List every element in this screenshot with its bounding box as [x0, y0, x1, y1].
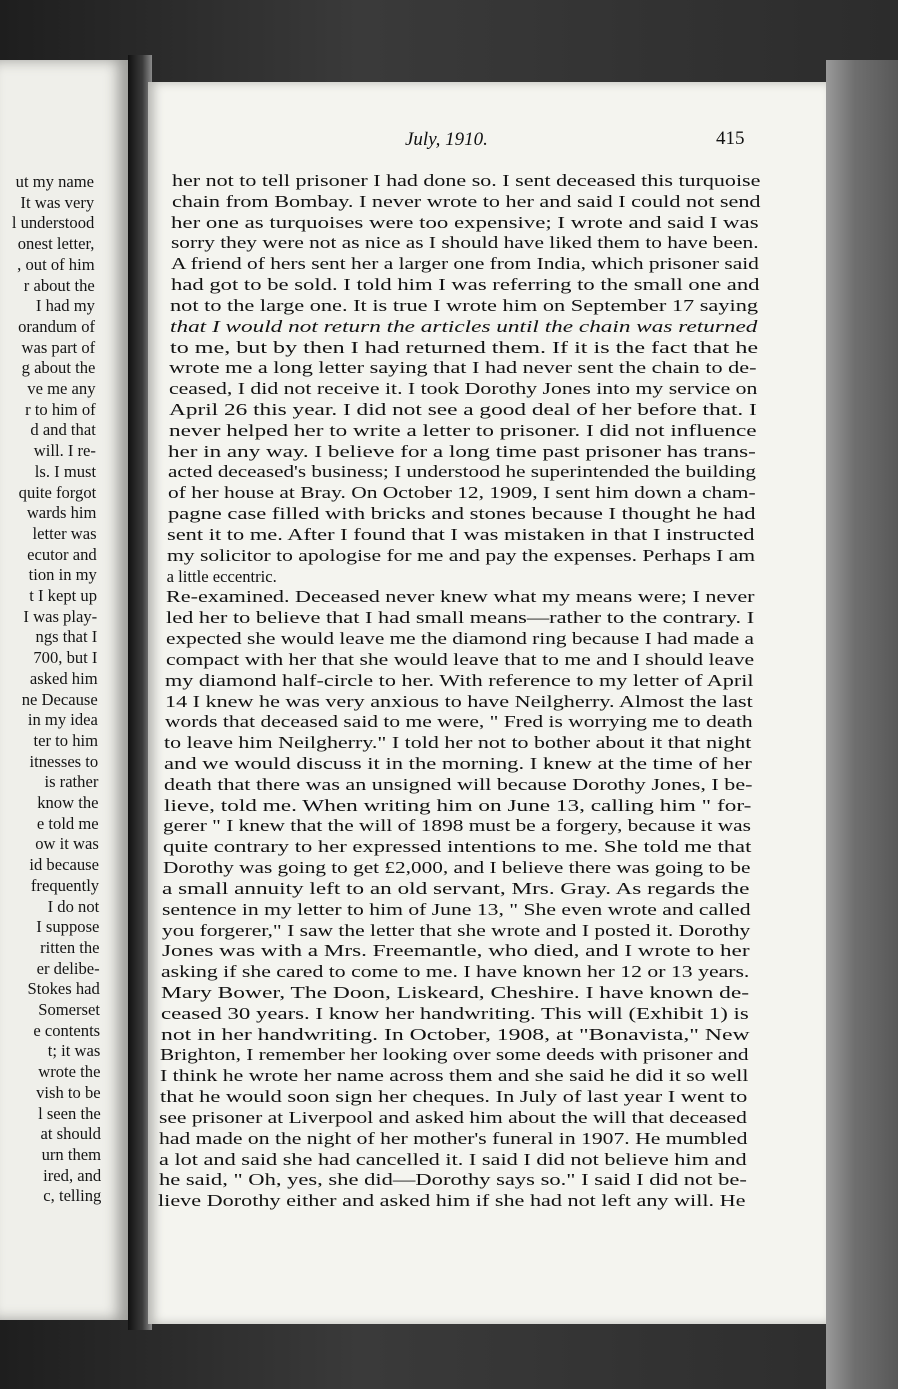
left-page-text-fragment: vish to be [36, 1082, 101, 1102]
left-page-text-fragment: ecutor and [27, 544, 97, 564]
body-text-line: wrote me a long letter saying that I had never sent the chain to de- [169, 358, 758, 378]
left-page-text-fragment: ngs that I [35, 627, 98, 647]
body-text-line: gerer " I knew that the will of 1898 must be a forgery, because it was [163, 816, 752, 836]
left-page-text-fragment: e contents [33, 1020, 101, 1040]
left-page-text-fragment: urn them [41, 1144, 102, 1164]
body-text-line: Dorothy was going to get £2,000, and I believe there was going to be [162, 858, 751, 878]
body-text-line: had got to be sold. I told him I was referring to the small one and [170, 275, 760, 295]
left-page-text-fragment: t; it was [47, 1041, 101, 1061]
body-text-line: chain from Bombay. I never wrote to her and said I could not send [171, 191, 761, 211]
body-text-line: ceased 30 years. I know her handwriting. This will (Exhibit 1) is [160, 1003, 749, 1023]
left-page-text-fragment: I was play- [23, 606, 98, 626]
left-page-text-fragment: g about the [21, 358, 96, 378]
body-text-line: ceased, I did not receive it. I took Dorothy Jones into my service on [169, 379, 758, 399]
body-text-line: compact with her that she would leave that to me and I should leave [165, 649, 754, 669]
left-page-text-fragment: I suppose [36, 917, 100, 937]
left-page-text-fragment: c, telling [43, 1186, 102, 1206]
left-page-text-fragment: itnesses to [29, 751, 99, 771]
left-page-text-fragment: tion in my [28, 565, 97, 585]
body-text-line: death that there was an unsigned will because Dorothy Jones, I be- [163, 774, 753, 794]
left-page-text-fragment: ve me any [27, 379, 96, 398]
body-text-line: sent it to me. After I found that I was mistaken in that I instructed [167, 524, 755, 544]
body-text-line: you forgerer," I saw the letter that she wrote and I posted it. Dorothy [161, 920, 751, 940]
body-text-line: Mary Bower, The Doon, Liskeard, Cheshire. I have known de- [161, 982, 750, 1002]
body-text-line: asking if she cared to come to me. I have known her 12 or 13 years. [161, 962, 750, 982]
left-page-text-fragment: e told me [36, 813, 99, 833]
body-text-line: that I would not return the articles until the chain was returned [170, 316, 758, 336]
body-text-line: never helped her to write a letter to prisoner. I did not influence [168, 420, 757, 440]
left-page-text-fragment: Somerset [38, 1000, 100, 1019]
left-page-text-fragment: It was very [20, 192, 95, 212]
body-text-line: had made on the night of her mother's funeral in 1907. He mumbled [159, 1128, 748, 1148]
left-page-text-fragment: , out of him [17, 254, 95, 274]
left-page-text-fragment: I had my [35, 296, 95, 316]
body-text-line: and we would discuss it in the morning. I knew at the time of her [164, 753, 752, 773]
left-page-text-fragment: I do not [47, 896, 100, 916]
body-text-line: that he would soon sign her cheques. In July of last year I went to [159, 1087, 747, 1107]
body-text-line: lieve, told me. When writing him on June 13, calling him " for- [163, 795, 751, 815]
left-page-text-fragment: letter was [32, 523, 97, 543]
body-text-line: a small annuity left to an old servant, Mrs. Gray. As regards the [162, 878, 750, 898]
left-page-text-fragment: will. I re- [33, 441, 96, 461]
body-text-line: led her to believe that I had small means—rather to the contrary. I [166, 608, 755, 628]
body-text-line: words that deceased said to me were, " Fred is worrying me to death [164, 712, 753, 732]
body-text-line: April 26 this year. I did not see a good deal of her before that. I [168, 400, 757, 420]
body-text-line: I think he wrote her name across them and she said he did it so well [159, 1066, 749, 1086]
body-text-line: her one as turquoises were too expensive; I wrote and said I was [171, 212, 760, 232]
body-text-line: lieve Dorothy either and asked him if she had not left any will. He [158, 1191, 746, 1211]
left-page-text-fragment: in my idea [27, 710, 98, 730]
body-text-line: her not to tell prisoner I had done so. I sent deceased this turquoise [172, 171, 761, 190]
body-text-line: to me, but by then I had returned them. If it is the fact that he [169, 337, 758, 357]
left-page-text-fragment: ow it was [35, 834, 99, 854]
left-page-text-fragment: r about the [23, 275, 95, 295]
left-page-text-fragment: wards him [26, 503, 97, 523]
body-text-line: not to the large one. It is true I wrote him on September 17 saying [170, 295, 759, 315]
left-page-text-fragment: Stokes had [27, 979, 100, 999]
left-page-text-fragment: quite forgot [18, 482, 97, 502]
left-page-text-fragment: r to him of [25, 399, 96, 419]
body-text-line: he said, " Oh, yes, she did—Dorothy says so." I said I did not be- [158, 1170, 747, 1190]
body-text-line: acted deceased's business; I understood he superintended the building [168, 462, 757, 482]
body-text-line: sorry they were not as nice as I should have liked them to have been. [171, 233, 759, 253]
body-text-line: Brighton, I remember her looking over some deeds with prisoner and [160, 1045, 749, 1065]
facing-page-left [0, 60, 128, 1320]
left-page-text-fragment: onest letter, [17, 234, 95, 254]
body-text-line: her in any way. I believe for a long time past prisoner has trans- [168, 441, 757, 461]
left-page-text-fragment: frequently [30, 875, 100, 895]
left-page-text-fragment: asked him [29, 668, 98, 688]
body-text-line: expected she would leave me the diamond ring because I had made a [165, 629, 754, 649]
left-page-text-fragment: ls. I must [34, 461, 97, 481]
body-text-line: sentence in my letter to him of June 13, " She even wrote and called [162, 899, 751, 919]
left-page-text-fragment: wrote the [38, 1062, 101, 1082]
body-text-line: my solicitor to apologise for me and pay the expenses. Perhaps I am [166, 545, 756, 565]
left-page-text-fragment: d and that [30, 420, 96, 440]
body-text-line: of her house at Bray. On October 12, 1909, I sent him down a cham- [167, 483, 756, 503]
left-page-text-fragment: was part of [21, 337, 96, 357]
page-number: 415 [716, 128, 745, 149]
body-text-line: see prisoner at Liverpool and asked him about the will that deceased [159, 1107, 748, 1127]
left-page-text-fragment: ter to him [33, 730, 99, 750]
body-text-line: quite contrary to her expressed intentions to me. She told me that [163, 837, 752, 857]
left-page-text-fragment: 700, but I [33, 648, 98, 668]
left-page-text-fragment: ritten the [40, 937, 100, 957]
body-text-line: a lot and said she had cancelled it. I said I did not believe him and [158, 1149, 747, 1169]
left-page-text-fragment: id because [29, 855, 99, 875]
left-page-text-fragment: l seen the [38, 1103, 101, 1123]
left-page-text-fragment: know the [37, 793, 99, 812]
body-text-line: pagne case filled with bricks and stones because I thought he had [167, 504, 756, 524]
body-text-line: Re-examined. Deceased never knew what my means were; I never [166, 587, 755, 607]
left-page-text-fragment: er delibe- [36, 958, 100, 978]
body-text-line: not in her handwriting. In October, 1908, at "Bonavista," New [160, 1024, 750, 1044]
left-page-text-fragment: l understood [11, 213, 95, 233]
body-text-line: a little eccentric. [166, 566, 277, 586]
scan-right-edge [826, 60, 898, 1389]
left-page-text-fragment: t I kept up [29, 586, 97, 605]
left-page-text-fragment: orandum of [18, 316, 96, 336]
left-page-text-fragment: is rather [44, 772, 99, 792]
left-page-text-fragment: ut my name [15, 172, 94, 191]
body-text-line: A friend of hers sent her a larger one from India, which prisoner said [170, 254, 759, 274]
left-page-text-fragment: at should [40, 1124, 101, 1144]
body-text-line: Jones was with a Mrs. Freemantle, who died, and I wrote to her [161, 941, 750, 961]
body-text-line: my diamond half-circle to her. With reference to my letter of April [165, 670, 754, 690]
running-title: July, 1910. [405, 129, 488, 150]
body-text-line: 14 I knew he was very anxious to have Neilgherry. Almost the last [165, 691, 753, 711]
body-text-line: to leave him Neilgherry." I told her not to bother about it that night [164, 733, 752, 753]
left-page-text-fragment: ne Decause [21, 689, 98, 709]
left-page-text-fragment: ired, and [43, 1165, 102, 1185]
